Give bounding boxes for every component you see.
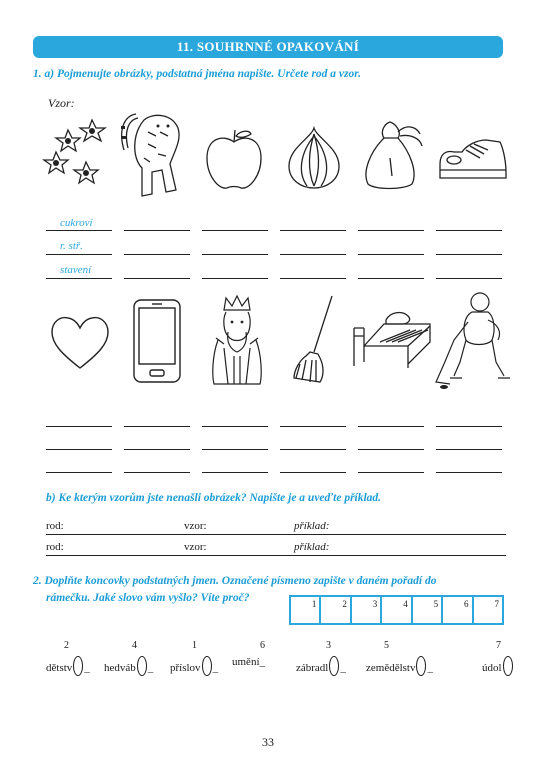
word-order-number: 5 (384, 640, 389, 651)
bed-icon (350, 306, 432, 368)
word-prislovi (170, 640, 219, 676)
heart-icon (50, 316, 110, 370)
answer-line[interactable] (358, 426, 424, 427)
ending-circle[interactable] (202, 656, 212, 676)
ending-circle[interactable] (137, 656, 147, 676)
priklad-label: příklad: (294, 541, 330, 553)
answer-line[interactable] (358, 449, 424, 450)
ending-circle[interactable] (503, 656, 513, 676)
page-number: 33 (262, 735, 274, 749)
answer-line[interactable] (436, 254, 502, 255)
answer-line[interactable] (46, 230, 112, 231)
answer-line[interactable] (202, 230, 268, 231)
answer-line[interactable] (202, 449, 268, 450)
answer-line[interactable] (436, 472, 502, 473)
word-blank: _ (427, 662, 433, 674)
answer-line[interactable] (202, 426, 268, 427)
onion-icon (283, 124, 345, 192)
answer-line[interactable] (46, 254, 112, 255)
answer-line[interactable] (46, 555, 506, 556)
hockey-player-icon (432, 290, 512, 390)
box-number: 5 (433, 599, 439, 609)
answer-line[interactable] (436, 449, 502, 450)
word-stem: dětstv (46, 662, 73, 674)
word-stem: zábradl (296, 662, 329, 674)
broom-icon (290, 294, 336, 386)
answer-line[interactable] (280, 449, 346, 450)
answer-line[interactable] (124, 278, 190, 279)
rod-label: rod: (46, 520, 64, 532)
rod-row-1 (46, 520, 506, 534)
vzor-label: Vzor: (48, 96, 75, 110)
vzor-label: vzor: (184, 541, 207, 553)
answer-box[interactable] (319, 597, 349, 623)
box-number: 6 (464, 599, 469, 609)
word-stem: hedváb (104, 662, 136, 674)
word-zabradli (296, 640, 346, 676)
answer-line[interactable] (124, 472, 190, 473)
tiger-icon (118, 110, 190, 202)
hint-rod: r. stř. (60, 240, 83, 252)
task1b-title: b) Ke kterým vzorům jste nenašli obrázek? Napište je a uveďte příklad. (46, 492, 382, 504)
word-order-number: 1 (192, 640, 197, 651)
apple-icon (203, 128, 265, 192)
shoe-icon (436, 136, 508, 182)
king-icon (208, 296, 266, 386)
answer-line[interactable] (436, 426, 502, 427)
word-order-number: 4 (132, 640, 137, 651)
answer-box[interactable] (291, 597, 319, 623)
answer-line[interactable] (46, 426, 112, 427)
rod-row-2 (46, 541, 506, 555)
word-hedvabi (104, 640, 154, 676)
vzor-label: vzor: (184, 520, 207, 532)
box-number: 2 (342, 599, 347, 609)
word-stem: příslov (170, 662, 201, 674)
task1-title: 1. a) Pojmenujte obrázky, podstatná jména napište. Určete rod a vzor. (33, 68, 361, 80)
answer-line[interactable] (280, 254, 346, 255)
phone-icon (132, 298, 182, 384)
word-blank: _ (259, 656, 265, 668)
task2-title-line1: 2. Doplňte koncovky podstatných jmen. Označené písmeno zapište v daném pořadí do (33, 575, 437, 587)
word-detstvi (46, 640, 90, 676)
answer-line[interactable] (124, 426, 190, 427)
word-zemedelstvi (366, 640, 433, 676)
word-blank: _ (147, 662, 154, 674)
word-order-number: 6 (260, 640, 265, 651)
answer-line[interactable] (46, 472, 112, 473)
box-number: 3 (372, 599, 378, 609)
task2-title-line2: rámečku. Jaké slovo vám vyšlo? Víte proč? (46, 592, 250, 604)
answer-line[interactable] (280, 426, 346, 427)
answer-box[interactable] (350, 597, 380, 623)
ending-circle[interactable] (73, 656, 83, 676)
priklad-label: příklad: (294, 520, 330, 532)
word-blank: _ (84, 662, 90, 674)
answer-line[interactable] (358, 278, 424, 279)
answer-box[interactable] (441, 597, 471, 623)
answer-line[interactable] (358, 254, 424, 255)
word-stem: zemědělstv (366, 662, 416, 674)
answer-line[interactable] (280, 230, 346, 231)
section-title: 11. SOUHRNNÉ OPAKOVÁNÍ (33, 36, 503, 58)
word-order-number: 3 (326, 640, 331, 651)
answer-boxes (289, 595, 504, 625)
answer-box[interactable] (411, 597, 441, 623)
word-stem: údol (482, 662, 502, 674)
word-blank: _ (212, 662, 219, 674)
word-umeni (232, 640, 265, 668)
bag-icon (360, 118, 426, 192)
answer-line[interactable] (124, 254, 190, 255)
answer-line[interactable] (202, 278, 268, 279)
word-stem: umění (232, 656, 260, 668)
answer-line[interactable] (436, 230, 502, 231)
answer-line[interactable] (280, 278, 346, 279)
word-udoli (482, 640, 514, 676)
answer-box[interactable] (380, 597, 410, 623)
answer-line[interactable] (124, 449, 190, 450)
box-number: 4 (403, 599, 408, 609)
answer-box[interactable] (472, 597, 502, 623)
rod-label: rod: (46, 541, 64, 553)
word-order-number: 2 (64, 640, 69, 651)
word-order-number: 7 (496, 640, 501, 651)
answer-line[interactable] (124, 230, 190, 231)
answer-line[interactable] (358, 230, 424, 231)
answer-line[interactable] (202, 472, 268, 473)
answer-line[interactable] (46, 278, 112, 279)
word-blank: _ (340, 662, 346, 674)
hint-staveni: stavení (60, 264, 92, 276)
cookies-icon (44, 118, 108, 193)
hint-cukrovi: cukroví (60, 217, 93, 229)
box-number: 1 (311, 599, 317, 609)
answer-line[interactable] (280, 472, 346, 473)
answer-line[interactable] (46, 449, 112, 450)
answer-line[interactable] (436, 278, 502, 279)
answer-line[interactable] (46, 534, 506, 535)
answer-line[interactable] (358, 472, 424, 473)
answer-line[interactable] (202, 254, 268, 255)
ending-circle[interactable] (329, 656, 339, 676)
ending-circle[interactable] (416, 656, 426, 676)
box-number: 7 (494, 599, 499, 609)
